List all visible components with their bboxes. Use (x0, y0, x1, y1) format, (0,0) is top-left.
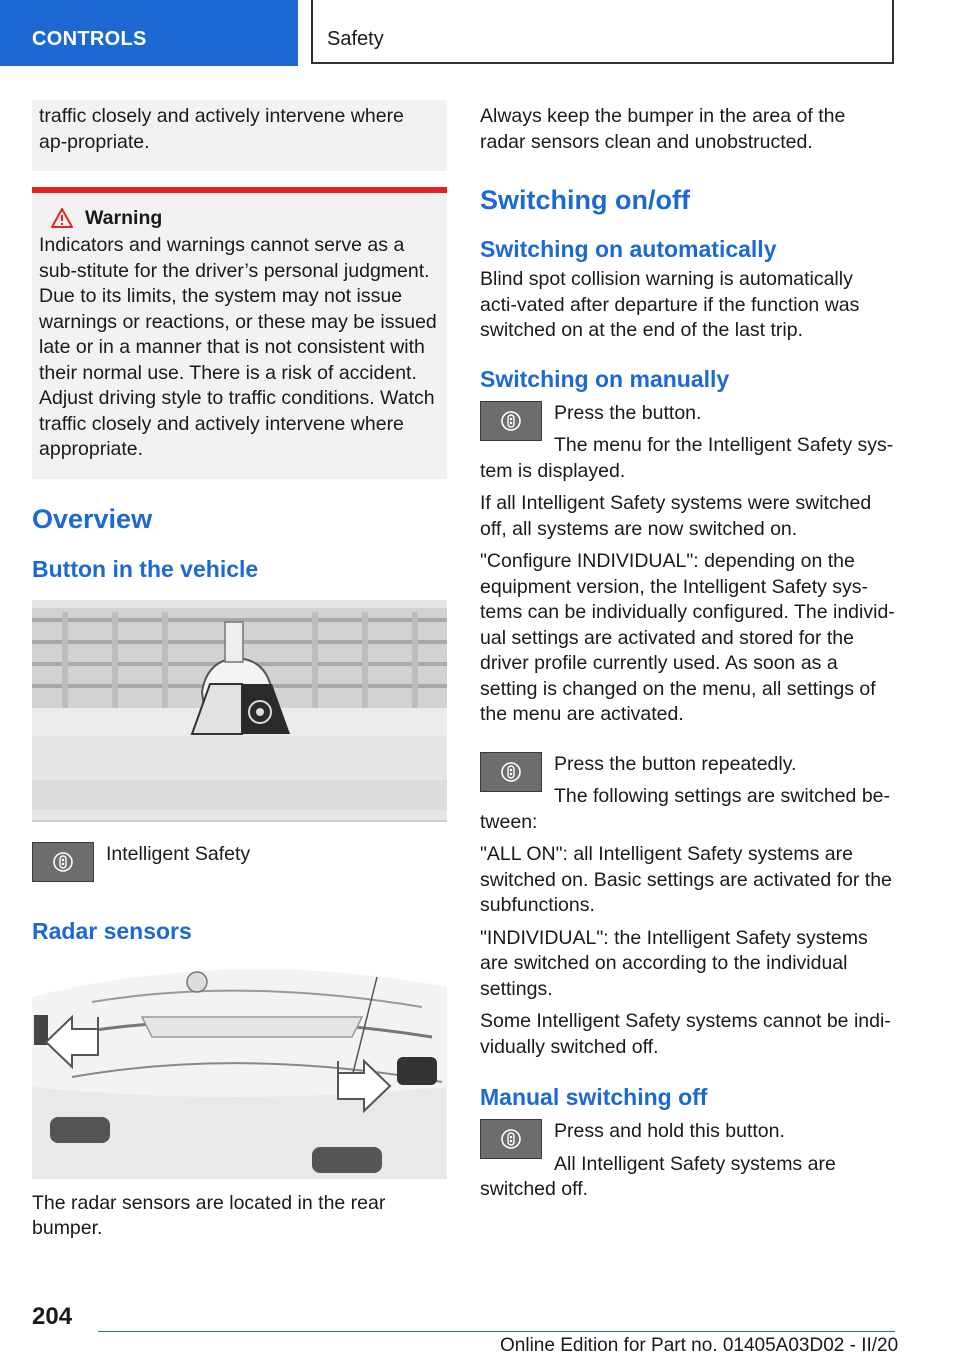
repeat-step-row (480, 752, 895, 836)
repeat-step-1: Press the button repeatedly. (554, 752, 797, 775)
auto-heading: Switching on automatically (480, 236, 777, 262)
radar-text: The radar sensors are located in the rear bumper. (32, 1191, 386, 1239)
footer-rule (98, 1331, 895, 1332)
overview-heading: Overview (32, 503, 153, 534)
intelligent-safety-button-icon (480, 1119, 542, 1159)
chapter-title-box (311, 0, 894, 64)
intelligent-safety-button-icon (32, 842, 94, 882)
off-step-2: All Intelligent Safety systems are switched off. (480, 1152, 836, 1200)
vehicle-button-image (32, 600, 447, 822)
section-label: CONTROLS (32, 28, 147, 50)
off-step-1: Press and hold this button. (554, 1120, 785, 1142)
manual-step-2: The menu for the Intelligent Safety sys-tem is displayed. (480, 434, 894, 482)
warning-icon (51, 208, 73, 228)
manual-paragraph-2: "Configure INDIVIDUAL": depending on the equipment version, the Intelligent Safety sys-tems can be individually configured. The individ-ual settings are activated and stored for the driver profile currently used. As soon as a setting is changed on the menu, all settings of the menu are activated. (480, 550, 895, 725)
manual-heading: Switching on manually (480, 365, 730, 392)
warning-heading (51, 205, 439, 231)
switching-heading: Switching on/off (480, 185, 690, 215)
intelligent-safety-button-icon (480, 401, 542, 441)
edition-text: Online Edition for Part no. 01405A03D02 - II/20 (500, 1335, 899, 1356)
all-on-text: "ALL ON": all Intelligent Safety systems are switched on. Basic settings are activated for the subfunctions. (480, 843, 892, 916)
bumper-text: Always keep the bumper in the area of the radar sensors clean and unobstructed. (480, 105, 846, 153)
section-tab (0, 0, 298, 66)
some-systems-text: Some Intelligent Safety systems cannot be indi-vidually switched off. (480, 1010, 891, 1058)
continued-note-text: traffic closely and actively intervene where ap-propriate. (39, 105, 404, 153)
manual-step-1: Press the button. (554, 401, 702, 424)
button-caption-row (32, 842, 447, 892)
intelligent-safety-button-icon (480, 752, 542, 792)
repeat-step-2: The following settings are switched be-tween: (480, 785, 891, 833)
warning-box (32, 187, 447, 479)
manual-step-row (480, 401, 895, 485)
off-step-row (480, 1119, 895, 1203)
button-heading: Button in the vehicle (32, 555, 259, 582)
left-column (32, 100, 447, 1242)
radar-sensors-image (32, 957, 447, 1179)
page-number: 204 (32, 1303, 73, 1330)
manual-off-heading: Manual switching off (480, 1084, 708, 1110)
individual-text: "INDIVIDUAL": the Intelligent Safety systems are switched on according to the individual settings. (480, 926, 868, 1000)
warning-title: Warning (85, 206, 163, 229)
radar-heading: Radar sensors (32, 917, 192, 944)
continued-note (32, 100, 447, 171)
button-caption: Intelligent Safety (106, 842, 251, 865)
page-header (0, 0, 960, 66)
right-column (480, 100, 895, 1203)
chapter-title: Safety (327, 28, 384, 50)
manual-paragraph-1: If all Intelligent Safety systems were switched off, all systems are now switched on. (480, 492, 872, 540)
auto-text: Blind spot collision warning is automatically acti-vated after departure if the function was switched on at the end of the last trip. (480, 268, 860, 341)
warning-text: Indicators and warnings cannot serve as a sub-stitute for the driver’s personal judgment. Due to its limits, the system may not issue warnings or reactions, or these may be issued late or in a manner that is not consistent with their normal use. There is a risk of accident. Adjust driving style to traffic conditions. Watch traffic closely and actively intervene where appropriate. (39, 234, 437, 460)
